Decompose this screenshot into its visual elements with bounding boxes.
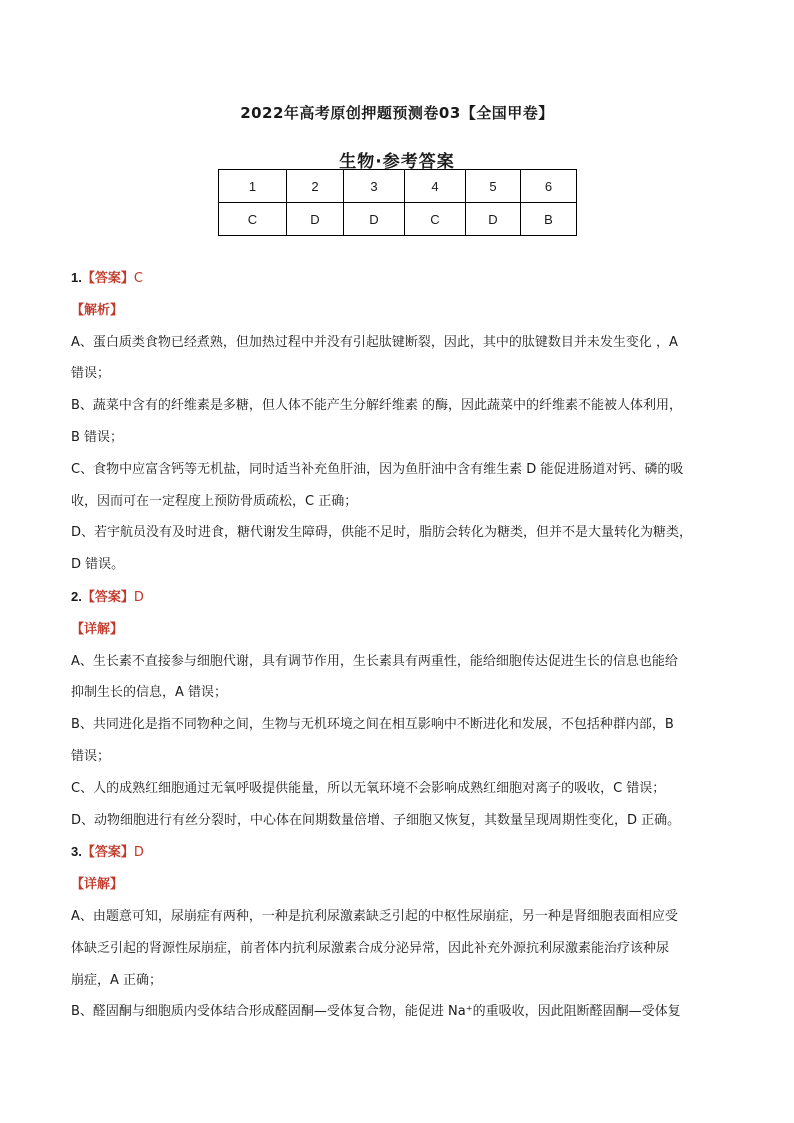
explanation-line: 体缺乏引起的肾源性尿崩症，前者体内抗利尿激素合成分泌异常，因此补充外源抗利尿激素能治疗该种尿	[71, 940, 670, 956]
analysis-label: 【详解】	[71, 621, 124, 637]
explanation-line: B 错误；	[71, 429, 124, 445]
explanation-line: D、若宇航员没有及时进食，糖代谢发生障碍，供能不足时，脂肪会转化为糖类，但并不是大量转化为糖类，	[71, 525, 693, 541]
question-number-cell: 4	[405, 170, 466, 203]
explanation-line: B、醛固酮与细胞质内受体结合形成醛固酮—受体复合物，能促进 Na⁺的重吸收，因此阻断醛固酮—受体复	[71, 1004, 681, 1020]
question-number-cell: 1	[219, 170, 287, 203]
explanation-line: 错误；	[71, 748, 111, 764]
page-title: 2022年高考原创押题预测卷03【全国甲卷】	[240, 104, 554, 122]
answer-value: C	[133, 271, 143, 286]
answer-line	[71, 581, 727, 614]
question-number: 2.	[71, 588, 82, 604]
answer-label: 【答案】	[81, 589, 134, 605]
question-number-cell: 2	[287, 170, 344, 203]
explanation-line: 错误；	[71, 366, 111, 382]
explanation-line: A、由题意可知，尿崩症有两种，一种是抗利尿激素缺乏引起的中枢性尿崩症，另一种是肾细胞表面相应受	[71, 908, 678, 924]
explanation-line: A、生长素不直接参与细胞代谢，具有调节作用，生长素具有两重性，能给细胞传达促进生长的信息也能给	[71, 653, 678, 669]
explanation-line: D、动物细胞进行有丝分裂时，中心体在间期数量倍增、子细胞又恢复，其数量呈现周期性变化，D 正确。	[71, 812, 681, 828]
answer-line	[71, 262, 727, 295]
answer-cell: D	[466, 203, 521, 236]
answer-table	[218, 169, 577, 236]
answer-cell: D	[344, 203, 405, 236]
explanation-line: C、人的成熟红细胞通过无氧呼吸提供能量，所以无氧环境不会影响成熟红细胞对离子的吸收，C 错误；	[71, 780, 666, 796]
explanation-line: A、蛋白质类食物已经煮熟，但加热过程中并没有引起肽键断裂，因此，其中的肽键数目并未发生变化 ，A	[71, 334, 678, 350]
answer-cell: D	[287, 203, 344, 236]
answer-cell: C	[219, 203, 287, 236]
explanation-line: B、共同进化是指不同物种之间，生物与无机环境之间在相互影响中不断进化和发展，不包括种群内部，B	[71, 717, 674, 733]
question-number-cell: 6	[521, 170, 577, 203]
answer-explanations	[71, 262, 727, 1028]
explanation-line: 收，因而可在一定程度上预防骨质疏松，C 正确；	[71, 493, 358, 509]
explanation-line: B、蔬菜中含有的纤维素是多糖，但人体不能产生分解纤维素 的酶，因此蔬菜中的纤维素不能被人体利用，	[71, 398, 683, 414]
analysis-label: 【解析】	[71, 302, 124, 318]
answer-value: D	[133, 589, 144, 605]
question-number-cell: 5	[466, 170, 521, 203]
answer-table-answer-row	[219, 203, 577, 236]
question-number: 3.	[71, 844, 82, 860]
explanation-line: C、食物中应富含钙等无机盐，同时适当补充鱼肝油，因为鱼肝油中含有维生素 D 能促进肠道对钙、磷的吸	[71, 461, 684, 477]
question-number: 1.	[71, 270, 82, 285]
answer-cell: C	[405, 203, 466, 236]
explanation-line: 抑制生长的信息，A 错误；	[71, 685, 228, 701]
analysis-label: 【详解】	[71, 877, 124, 893]
explanation-line: 崩症，A 正确；	[71, 972, 163, 988]
answer-label: 【答案】	[81, 271, 134, 286]
answer-cell: B	[521, 203, 577, 236]
answer-table-question-row	[219, 170, 577, 203]
answer-value: D	[133, 845, 144, 861]
page-subtitle: 生物·参考答案	[339, 152, 455, 172]
answer-line	[71, 836, 727, 869]
answer-label: 【答案】	[81, 845, 134, 861]
question-number-cell: 3	[344, 170, 405, 203]
explanation-line: D 错误。	[71, 557, 125, 573]
